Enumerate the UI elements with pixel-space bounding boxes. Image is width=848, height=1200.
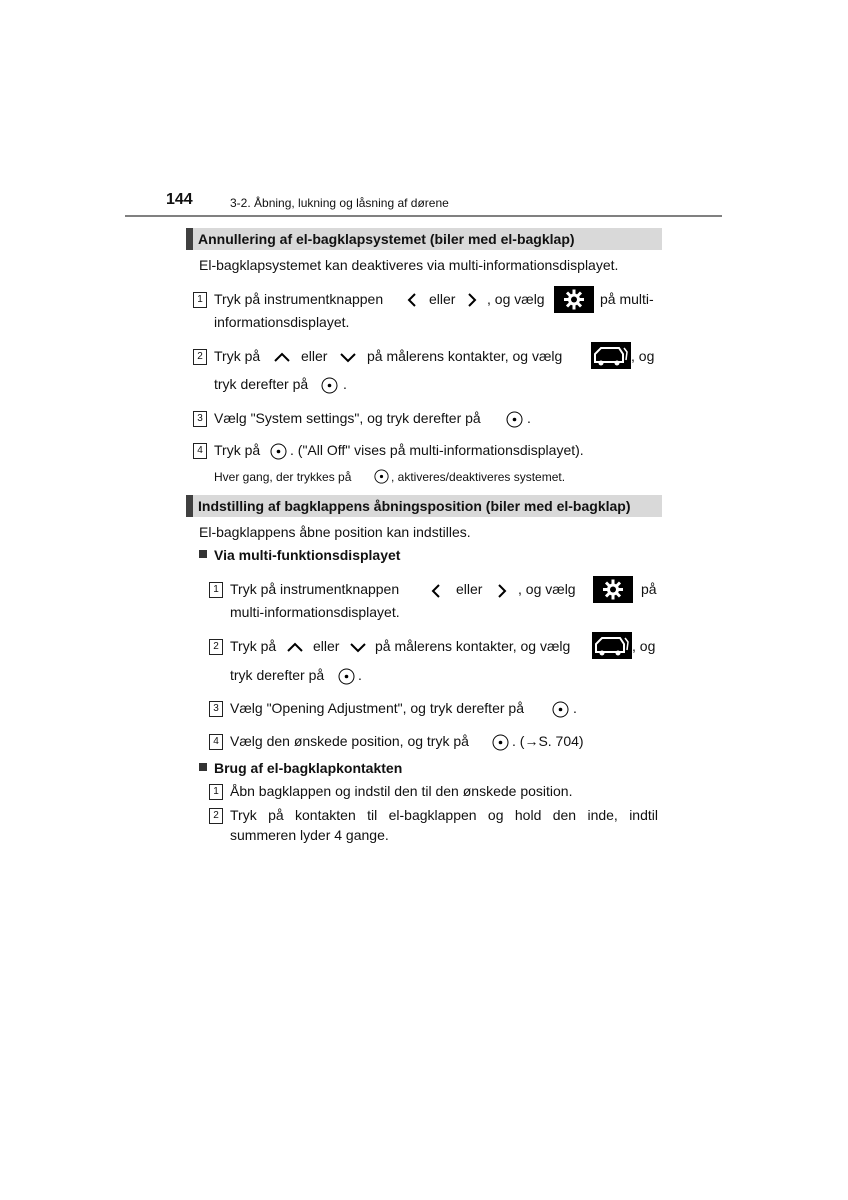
step-text: . (→S. 704) <box>512 733 584 749</box>
gear-icon <box>593 576 633 603</box>
step-text: eller <box>429 291 456 307</box>
step-number: 1 <box>193 292 207 308</box>
ok-button-icon <box>552 701 569 718</box>
subsection-title: Via multi-funktionsdisplayet <box>214 547 401 563</box>
section-intro: El-bagklappens åbne position kan indstilles. <box>199 524 471 540</box>
chevron-up-icon <box>273 351 291 363</box>
step-text: . <box>358 667 362 683</box>
step-number: 1 <box>209 582 223 598</box>
step-text: eller <box>456 581 483 597</box>
section-intro: El-bagklapsystemet kan deaktiveres via multi-informationsdisplayet. <box>199 257 619 273</box>
bullet-square <box>199 763 207 771</box>
ok-button-icon <box>270 443 287 460</box>
step-number: 2 <box>209 808 223 824</box>
step-text: Tryk på <box>214 442 261 458</box>
bullet-square <box>199 550 207 558</box>
ok-button-icon <box>492 734 509 751</box>
step-number: 4 <box>209 734 223 750</box>
step-text: , og <box>632 638 656 654</box>
chevron-right-icon <box>496 583 508 599</box>
tailgate-icon <box>591 342 631 369</box>
step-number: 1 <box>209 784 223 800</box>
step-number: 2 <box>193 349 207 365</box>
step-text: Åbn bagklappen og indstil den til den ønskede position. <box>230 783 573 799</box>
step-text: eller <box>313 638 340 654</box>
step-text: på <box>641 581 657 597</box>
step-note: Hver gang, der trykkes på <box>214 470 352 484</box>
step-text: , og <box>631 348 655 364</box>
subsection-title: Brug af el-bagklapkontakten <box>214 760 403 776</box>
chevron-down-icon <box>339 351 357 363</box>
chevron-up-icon <box>286 641 304 653</box>
step-text: multi-informationsdisplayet. <box>230 604 400 620</box>
step-text: Vælg den ønskede position, og tryk på <box>230 733 469 749</box>
step-text: tryk derefter på <box>230 667 325 683</box>
chevron-down-icon <box>349 641 367 653</box>
gear-icon <box>554 286 594 313</box>
step-text: Tryk på <box>230 638 277 654</box>
tailgate-icon <box>592 632 632 659</box>
chevron-left-icon <box>430 583 442 599</box>
step-text: Tryk på kontakten til el-bagklappen og hold den inde, indtil <box>230 807 658 823</box>
section-heading: Annullering af el-bagklapsystemet (biler med el-bagklap) <box>186 228 662 250</box>
step-text: Tryk på instrumentknappen <box>214 291 384 307</box>
step-text: . <box>573 700 577 716</box>
step-text: Tryk på <box>214 348 261 364</box>
section-heading: Indstilling af bagklappens åbningsposition (biler med el-bagklap) <box>186 495 662 517</box>
step-number: 3 <box>209 701 223 717</box>
step-number: 4 <box>193 443 207 459</box>
ok-button-icon <box>506 411 523 428</box>
step-text: på multi- <box>600 291 654 307</box>
step-text: , og vælg <box>487 291 545 307</box>
ok-button-icon <box>338 668 355 685</box>
step-text: tryk derefter på <box>214 376 309 392</box>
step-text: på målerens kontakter, og vælg <box>367 348 563 364</box>
header-rule <box>125 215 722 217</box>
ok-button-icon <box>374 469 389 484</box>
ok-button-icon <box>321 377 338 394</box>
step-text: Tryk på instrumentknappen <box>230 581 400 597</box>
step-number: 2 <box>209 639 223 655</box>
chapter-title: 3-2. Åbning, lukning og låsning af dørene <box>230 196 449 210</box>
chevron-left-icon <box>406 292 418 308</box>
step-note: , aktiveres/deaktiveres systemet. <box>391 470 566 484</box>
page-number: 144 <box>166 191 193 208</box>
step-text: informationsdisplayet. <box>214 314 350 330</box>
step-text: . <box>527 410 531 426</box>
step-text: , og vælg <box>518 581 576 597</box>
step-text: summeren lyder 4 gange. <box>230 827 389 843</box>
step-text: eller <box>301 348 328 364</box>
step-text: Vælg "System settings", og tryk derefter på <box>214 410 481 426</box>
step-number: 3 <box>193 411 207 427</box>
chevron-right-icon <box>466 292 478 308</box>
step-text: på målerens kontakter, og vælg <box>375 638 571 654</box>
step-text: . ("All Off" vises på multi-informationsdisplayet). <box>290 442 584 458</box>
step-text: . <box>343 376 347 392</box>
step-text: Vælg "Opening Adjustment", og tryk derefter på <box>230 700 524 716</box>
